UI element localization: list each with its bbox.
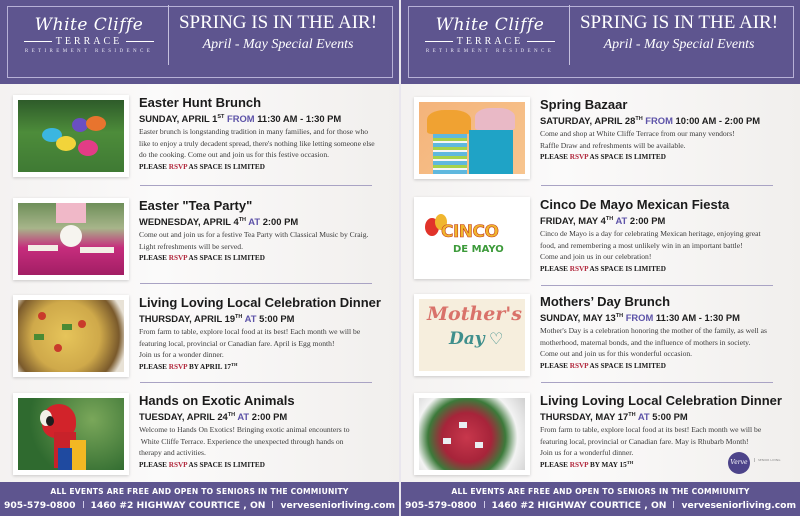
cinco-de-mayo-image — [419, 202, 525, 274]
day-text: Day — [449, 329, 485, 349]
flyer-right — [401, 0, 800, 516]
event-divider — [140, 382, 372, 383]
event-details — [540, 97, 798, 162]
tulips-bags-image — [419, 102, 525, 174]
flyer-footer — [0, 482, 399, 516]
mothers-day-image — [419, 299, 525, 371]
event-description: Come out and join us for a festive Tea Party with Classical Music by Craig. Light refreshments will be served. — [139, 230, 369, 251]
footer-tagline: ALL EVENTS ARE FREE AND OPEN TO SENIORS IN THE COMMIUNITY — [50, 487, 349, 496]
event-title: Mothers’ Day Brunch — [540, 294, 671, 309]
event-when: THURSDAY, MAY 17TH AT 5:00 PM — [540, 411, 688, 422]
event-description: Welcome to Hands On Exotics! Bringing exotic animal encounters to White Cliffe Terrace. Experience the unexpected through hands on therapy and activities. — [139, 425, 350, 457]
event-when: SUNDAY, MAY 13TH FROM 11:30 AM - 1:30 PM — [540, 312, 740, 323]
event-divider — [140, 283, 372, 284]
white-cliffe-logo — [10, 10, 168, 66]
footer-website: verveseniorliving.com — [681, 500, 797, 511]
event-title: Cinco De Mayo Mexican Fiesta — [540, 197, 730, 212]
event-rsvp: PLEASE RSVP AS SPACE IS LIMITED — [139, 460, 265, 469]
event-living-loving-local-may — [401, 393, 800, 489]
event-description: From farm to table, explore local food at its best! Each month we will be featuring local, provincial or Canadian fare. May is Rhubarb Month! Join us for a wonderful dinner. — [540, 425, 762, 457]
separator — [673, 501, 674, 508]
event-title: Easter "Tea Party" — [139, 198, 253, 213]
frittata-image — [18, 300, 124, 372]
easter-eggs-image — [18, 100, 124, 172]
logo-sub — [411, 36, 569, 47]
event-details — [139, 295, 397, 372]
mothers-text: Mother's — [427, 303, 522, 325]
event-photo — [414, 197, 530, 279]
parrot-image — [18, 398, 124, 470]
event-when: THURSDAY, APRIL 19TH AT 5:00 PM — [139, 313, 295, 324]
tea-party-image — [18, 203, 124, 275]
subhead: April - May Special Events — [202, 37, 354, 52]
logo-tagline: RETIREMENT RESIDENCE — [425, 49, 555, 54]
footer-phone: 905-579-0800 — [404, 500, 477, 511]
event-photo — [414, 97, 530, 179]
event-details — [139, 393, 397, 470]
logo-rule — [126, 41, 154, 42]
event-photo — [13, 95, 129, 177]
event-cinco-de-mayo — [401, 197, 800, 293]
event-photo — [13, 393, 129, 475]
logo-sub-text: TERRACE — [55, 36, 123, 47]
event-spring-bazaar — [401, 97, 800, 193]
event-description: Mother's Day is a celebration honoring the mother of the family, as well as motherhood, maternal bonds, and the influence of mothers in society. Come out and join us for this wonderful occasion. — [540, 326, 767, 358]
event-title: Hands on Exotic Animals — [139, 393, 295, 408]
event-rsvp: PLEASE RSVP AS SPACE IS LIMITED — [139, 162, 265, 171]
event-details — [139, 198, 397, 263]
event-divider — [541, 285, 773, 286]
logo-main-text: White Cliffe — [435, 15, 545, 35]
event-connector: FROM — [226, 113, 255, 124]
event-rsvp: PLEASE RSVP AS SPACE IS LIMITED — [540, 361, 666, 370]
event-photo — [414, 393, 530, 475]
event-title: Living Loving Local Celebration Dinner — [139, 295, 381, 310]
logo-sub-text: TERRACE — [456, 36, 524, 47]
event-title: Living Loving Local Celebration Dinner — [540, 393, 782, 408]
event-photo — [13, 295, 129, 377]
heart-icon: ♡ — [489, 329, 504, 348]
event-rsvp: PLEASE RSVP AS SPACE IS LIMITED — [540, 264, 666, 273]
event-time: 11:30 AM - 1:30 PM — [257, 113, 342, 124]
de-mayo-text: DE MAYO — [453, 244, 504, 255]
event-description: Cinco de Mayo is a day for celebrating Mexican heritage, enjoying great food, and remembering a most unlikely win in an important battle! Come and join us in our celebration! — [540, 229, 761, 261]
event-living-loving-local-april — [0, 295, 399, 391]
logo-rule — [527, 41, 555, 42]
footer-contact — [401, 499, 800, 512]
cinco-text: CINCO — [441, 222, 499, 242]
flyer-header — [401, 0, 800, 84]
verve-mark: Verve — [728, 452, 750, 474]
event-rsvp: PLEASE RSVP AS SPACE IS LIMITED — [139, 254, 265, 262]
logo-rule — [24, 41, 52, 42]
separator — [83, 501, 84, 508]
event-mothers-day-brunch — [401, 294, 800, 390]
separator — [484, 501, 485, 508]
logo-tagline: RETIREMENT RESIDENCE — [24, 49, 154, 54]
white-cliffe-logo — [411, 10, 569, 66]
event-rsvp: PLEASE RSVP AS SPACE IS LIMITED — [540, 153, 666, 161]
event-title: Spring Bazaar — [540, 97, 628, 112]
event-divider — [541, 185, 773, 186]
event-easter-hunt-brunch — [0, 95, 399, 191]
event-description: Easter brunch is longstanding tradition in many families, and for those who like to enjoy a truly decadent spread, there's nothing like letting someone else do the cooking. Come out and join us for this festive occasion. — [139, 127, 375, 159]
event-when: TUESDAY, APRIL 24TH AT 2:00 PM — [139, 411, 288, 422]
event-rsvp: PLEASE RSVP BY MAY 15TH — [540, 459, 634, 469]
event-photo — [414, 294, 530, 376]
event-ordinal: ST — [217, 114, 225, 120]
logo-main-text: White Cliffe — [34, 15, 144, 35]
event-photo — [13, 198, 129, 280]
verve-text: SENIOR LIVING — [754, 458, 780, 462]
event-day: SUNDAY, APRIL 1 — [139, 113, 218, 124]
event-when — [139, 113, 397, 125]
verve-logo — [728, 452, 788, 474]
event-title: Easter Hunt Brunch — [139, 95, 262, 110]
event-details — [540, 197, 798, 274]
headline: SPRING IS IN THE AIR! — [579, 12, 779, 33]
flyer-footer — [401, 482, 800, 516]
header-divider — [168, 5, 169, 65]
event-divider — [140, 185, 372, 186]
separator — [272, 501, 273, 508]
footer-address: 1460 #2 HIGHWAY COURTICE , ON — [491, 500, 667, 511]
headline: SPRING IS IN THE AIR! — [178, 12, 378, 33]
event-details — [540, 294, 798, 371]
event-easter-tea-party — [0, 198, 399, 294]
event-hands-on-exotic-animals — [0, 393, 399, 489]
logo-sub — [10, 36, 168, 47]
event-divider — [541, 382, 773, 383]
event-details — [139, 95, 397, 172]
footer-tagline: ALL EVENTS ARE FREE AND OPEN TO SENIORS IN THE COMMIUNITY — [451, 487, 750, 496]
footer-phone: 905-579-0800 — [3, 500, 76, 511]
event-when: FRIDAY, MAY 4TH AT 2:00 PM — [540, 215, 666, 226]
beet-salad-image — [419, 398, 525, 470]
event-description: From farm to table, explore local food at its best! Each month we will be featuring local, provincial or Canadian fare. April is Egg month! Join us for a wonder dinner. — [139, 327, 361, 359]
footer-contact — [0, 499, 399, 512]
subhead: April - May Special Events — [603, 37, 755, 52]
header-divider — [569, 5, 570, 65]
flyer-left — [0, 0, 399, 516]
footer-website: verveseniorliving.com — [280, 500, 396, 511]
flyer-header — [0, 0, 399, 84]
logo-rule — [425, 41, 453, 42]
event-rsvp: PLEASE RSVP BY APRIL 17TH — [139, 361, 238, 371]
event-description: Come and shop at White Cliffe Terrace from our many vendors! Raffle Draw and refreshments will be available. — [540, 129, 735, 150]
footer-address: 1460 #2 HIGHWAY COURTICE , ON — [90, 500, 266, 511]
event-when: WEDNESDAY, APRIL 4TH AT 2:00 PM — [139, 216, 299, 227]
event-when: SATURDAY, APRIL 28TH FROM 10:00 AM - 2:00 PM — [540, 115, 761, 126]
